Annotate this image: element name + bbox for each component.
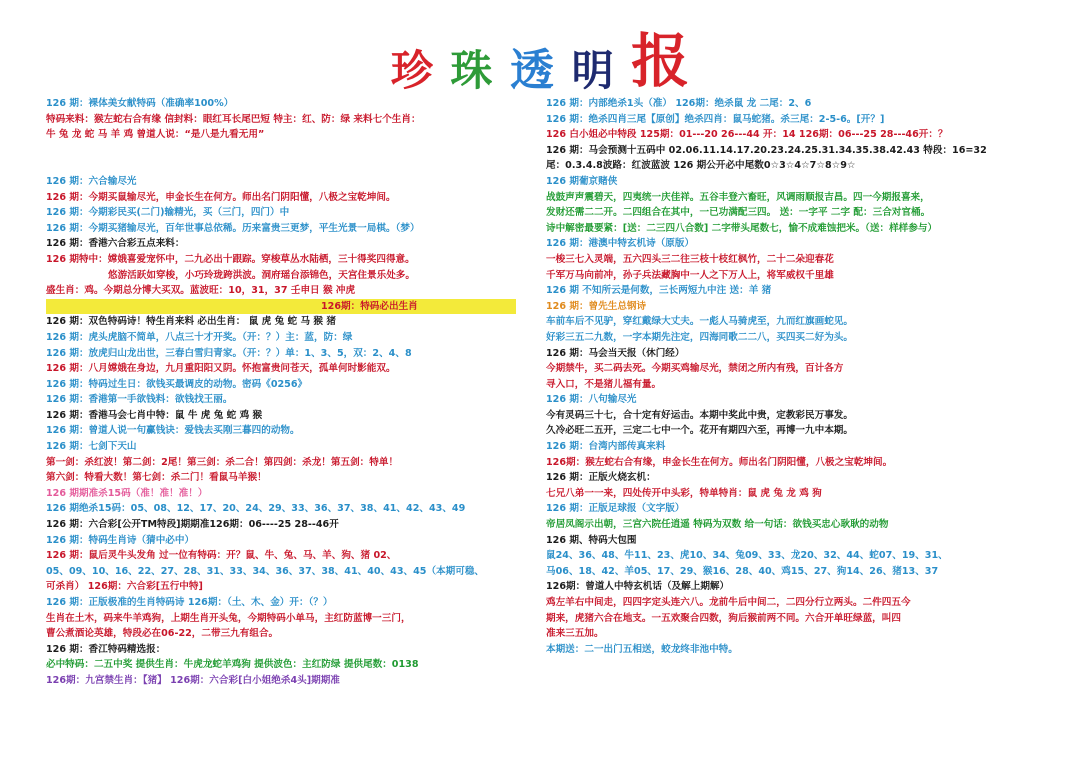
right-text-line: 126期：猴左蛇右合有缘，申金长生在何方。师出名门阴阳懂，八极之宝乾坤间。	[546, 456, 893, 468]
right-text-line: 126 期葡京赌侠	[546, 175, 618, 187]
right-text-line: 发财还需二二开。二四组合在其中，一已功满配三四。 送：一字平 二字 配：三合对官桶。	[546, 207, 931, 219]
title-char-4: 明	[571, 46, 614, 95]
left-text-line: 特码来料：猴左蛇右合有缘 信封料：眼红耳长尾巴短 特主：红、防：绿 来料七个生肖：	[46, 113, 421, 125]
right-text-line: 126 期：港澳中特玄机诗（原版）	[546, 238, 695, 250]
right-text-line: 千军万马向前冲，孙子兵法藏胸中一人之下万人上，将军威权千里雄	[546, 269, 834, 281]
right-text-line: 鸡左羊右中间走，四四字定头连六八。龙前牛后中间二，二四分行立两头。二件四五今	[546, 597, 911, 608]
right-text-line: 126 期：内部绝杀1头（准） 126期：绝杀鼠 龙 二尾：2、6	[546, 98, 812, 109]
right-text-line: 好彩三五二九数，一字本期先注定，四海同歌二二八，买四买二好为头。	[546, 331, 853, 343]
left-text-line: 05、09、10、16、22、27、28、31、33、34、36、37、38、41、40、43、45（本期可稳、	[46, 565, 485, 577]
left-text-line: 必中特码：二五中奖 提供生肖：牛虎龙蛇羊鸡狗 提供波色：主红防绿 提供尾数：0138	[46, 659, 419, 671]
left-text-line: 126 期：曾道人说一句赢钱诀：爱钱去买刚三暮四的动物。	[46, 425, 300, 437]
left-text-line: 126 期：香江特码精选报：	[46, 643, 166, 655]
right-column	[546, 96, 1046, 657]
left-text-line: 126 期：鼠后灵牛头发角 过一位有特码：开？鼠、牛、兔、马、羊、狗、猪 02、	[46, 550, 397, 562]
right-text-line: 诗中解密最要紧：[送：二三四八合数] 二字带头尾数七，愉不成难蚀把米。（送：样样参与）	[546, 222, 938, 234]
left-text-line: 126 期：双色特码诗！特生肖来料 必出生肖： 鼠 虎 兔 蛇 马 猴 猪	[46, 316, 336, 328]
left-text-line: 生肖在土木，码来牛羊鸡狗，上期生肖开头兔，今期特码小单马，主红防蓝博一三门，	[46, 612, 411, 624]
right-text-line: 帝居凤阁示出朝，三宫六院任逍遥 特码为双数 给一句话：欲钱买忠心耿耿的动物	[546, 519, 889, 531]
right-text-line: 126 期：台湾内部传真来料	[546, 441, 666, 453]
left-text-line: 悠游活跃如穿梭，小巧玲珑跨洪波。洞府瑶台添锦色，天宫住景乐处多。	[108, 269, 415, 281]
left-text-line: 126 期绝杀15码：05、08、12、17、20、24、29、33、36、37、38、41、42、43、49	[46, 503, 466, 515]
right-text-line: 今有灵码三十七，合十定有好运击。本期中奖此中贵，定教彩民万事发。	[546, 409, 853, 421]
right-text-line: 七兄八弟一一来，四处传开中头彩，特单特肖：鼠 虎 兔 龙 鸡 狗	[546, 487, 822, 499]
spacer	[46, 143, 516, 174]
right-text-line: 尾：0.3.4.8波路：红波蓝波 126 期公开必中尾数0☆3☆4☆7☆8☆9☆	[546, 160, 856, 172]
right-text-line: 126 期：马会当天报（休门经）	[546, 347, 685, 359]
right-text-line: 鼠24、36、48、牛11、23、虎10、34、兔09、33、龙20、32、44、蛇07、19、31、	[546, 550, 948, 562]
left-text-line: 126 期：香港马会七肖中特：鼠 牛 虎 兔 蛇 鸡 猴	[46, 409, 263, 421]
left-text-line: 第六剑：特看大数！第七剑：杀二门！看鼠马羊猴！	[46, 472, 267, 484]
right-text-line: 126 期：八句输尽光	[546, 394, 637, 406]
right-text-line: 战鼓声声震碧天，四夷统一庆佳祥。五谷丰登六畜旺，风调雨顺报吉昌。四一今期报喜来，	[546, 191, 930, 203]
title-char-3: 透	[510, 45, 554, 96]
page-title	[0, 14, 1080, 96]
left-text-line: 126 期：今期彩民买(二门)输精光，买（三门，四门）中	[46, 207, 290, 219]
left-text-line: 126期：特码必出生肖	[46, 299, 516, 315]
right-text-line: 准来三五加。	[546, 628, 604, 640]
left-text-line: 126 期：裸体美女献特码（准确率100%）	[46, 98, 234, 109]
left-text-line: 126 期：六合彩[公开TM特段]期期准126期：06----25 28--46开	[46, 519, 339, 531]
right-text-line: 126 期、特码大包围	[546, 534, 637, 546]
left-text-line: 126 期：虎头虎脑不简单，八点三十才开奖。（开：？）主：蓝，防：绿	[46, 331, 353, 343]
left-text-line: 第一剑：杀红波！第二剑：2尾！第三剑：杀二合！第四剑：杀龙！第五剑：特单！	[46, 456, 399, 468]
right-text-line: 126 期 不知所云是何数，三长两短九中注 送：羊 猪	[546, 285, 772, 297]
left-text-line: 126 期：香港六合彩五点来料：	[46, 238, 185, 250]
right-text-line: 126 期：正版火烧玄机：	[546, 472, 656, 484]
left-text-line: 126 期：八月嫦娥在身边，九月重阳阳又阴。怀抱富贵问苍天，孤单何时影能双。	[46, 363, 396, 375]
right-text-line: 126期：曾道人中特玄机话（及解上期解）	[546, 581, 730, 593]
right-text-line: 久冷必旺二五开，三定二七中一个。花开有期四六至，再博一九中本期。	[546, 425, 853, 437]
right-text-line: 126 期：马会预测十五码中 02.06.11.14.17.20.23.24.25.31.34.35.38.42.43 特段：16=32	[546, 144, 987, 156]
right-text-line: 126 白小姐必中特段 125期：01---20 26---44 开：14 126期：06---25 28---46开：？	[546, 129, 948, 141]
right-text-line: 期来，虎猪六合在地支。一五欢聚合四数，狗后猴前两不同。六合开单旺绿蓝，叫四	[546, 612, 901, 624]
left-text-line: 126 期：七剑下天山	[46, 441, 137, 453]
right-text-line: 马06、18、42、羊05、17、29、猴16、28、40、鸡15、27、狗14、26、猪13、37	[546, 565, 939, 577]
right-text-line: 126 期：正版足球报（文字版）	[546, 503, 685, 515]
left-text-line: 126 期：正版极准的生肖特码诗 126期：（土、木、金）开：（？）	[46, 597, 333, 608]
title-char-5: 报	[631, 27, 690, 95]
left-text-line: 126 期：六合输尽光	[46, 175, 137, 187]
left-text-line: 126期：九宫禁生肖：【猪】 126期：六合彩[白小姐绝杀4头]期期准	[46, 674, 340, 686]
right-text-line: 本期送：二一出门五相送，蛟龙终非池中特。	[546, 643, 738, 655]
right-text-line: 126 期：曾先生总钢诗	[546, 300, 647, 312]
right-text-line: 126 期：绝杀四肖三尾【原创】绝杀四肖：鼠马蛇猪。杀三尾：2-5-6。[开？]	[546, 113, 885, 125]
left-text-line: 126 期：放虎归山龙出世，三春白雪归青家。（开：？）单：1、3、5，双：2、4、8	[46, 347, 412, 359]
left-text-line: 可杀肖） 126期：六合彩[五行中特]	[46, 581, 203, 593]
left-text-line: 126 期：今期买鼠输尽光，申金长生在何方。师出名门阴阳懂，八极之宝乾坤间。	[46, 191, 396, 203]
left-text-line: 126 期期准杀15码（准！准！准！）	[46, 487, 208, 499]
right-text-line: 车前车后不见驴，穿红戴绿大丈夫。一彪人马骑虎至，九而红旗画蛇见。	[546, 316, 853, 328]
left-text-line: 牛 兔 龙 蛇 马 羊 鸡 曾道人说：“是八是九看无用”	[46, 129, 265, 141]
left-column	[46, 96, 516, 689]
left-text-line: 126 期特中：嫦娥喜爱宠怀中，二九必出十跟踪。穿梭草丛水陆栖，三十得奖四得意。	[46, 253, 415, 265]
title-char-1: 珍	[390, 46, 433, 95]
title-char-2: 珠	[450, 46, 493, 95]
left-text-line: 126 期：特码过生日：欲钱买最调皮的动物。密码《0256》	[46, 378, 308, 390]
right-text-line: 今期禁牛，买二码去死。今期买鸡输尽光，禁闭之所内有残，百计各方	[546, 363, 844, 375]
left-text-line: 126 期：香港第一手欲钱料：欲钱找王丽。	[46, 394, 233, 406]
right-text-line: 寻入口，不是猪儿福有量。	[546, 378, 662, 390]
left-text-line: 126 期：特码生肖诗（猜中必中）	[46, 534, 195, 546]
left-text-line: 盛生肖：鸡。今期总分博大买双。蓝波旺：10，31，37 壬申日 猴 冲虎	[46, 285, 356, 297]
left-text-line: 曹公煮酒论英雄，特段必在06-22，二带三九有组合。	[46, 628, 279, 640]
left-text-line: 126 期：今期买猪输尽光，百年世事总依稀。历来富贵三更梦，平生光景一局棋。（梦）	[46, 222, 420, 234]
right-text-line: 一梭三七入灵端，五六四头三二往三枝十枝红枫竹，二十二朵迎春花	[546, 253, 834, 265]
